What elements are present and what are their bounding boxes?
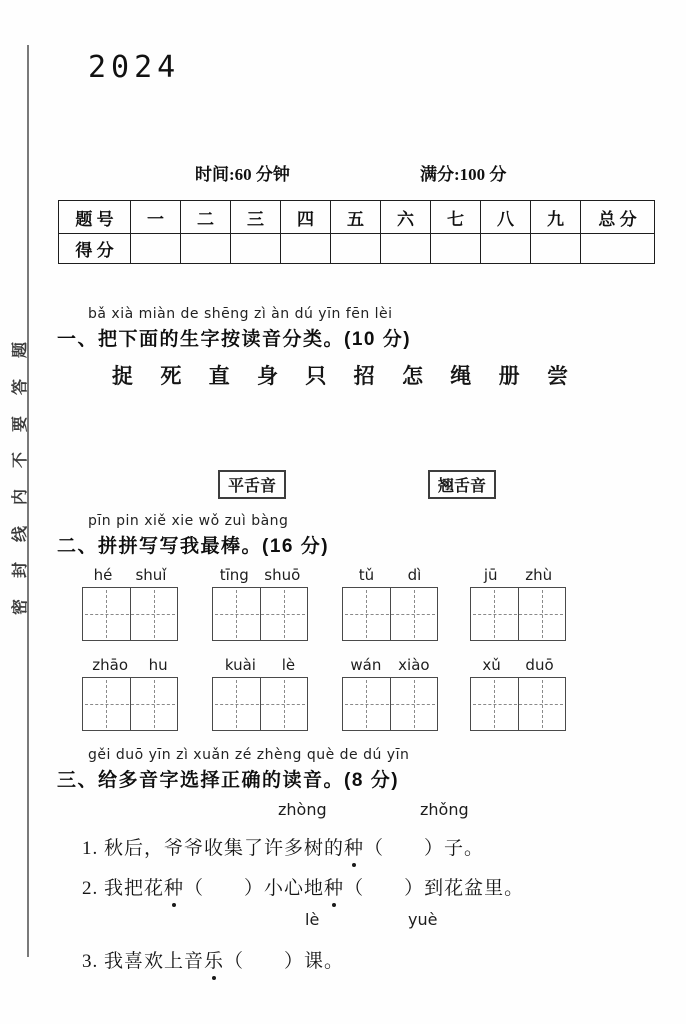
q1-character-row [112,360,568,390]
grid-pinyin-label [470,566,566,584]
grid-cell[interactable] [343,678,391,730]
q3-sentence-1 [82,833,484,860]
sentence-text: （ ）课。 [224,951,345,972]
writing-grid-wan-xiao [342,656,438,731]
writing-grid-box[interactable] [212,677,308,731]
q2-points: (16 分) [262,536,330,557]
q1-char: 怎 [401,364,423,388]
writing-grid-box[interactable] [82,587,178,641]
writing-grid-box[interactable] [470,587,566,641]
grid-cell[interactable] [471,678,519,730]
col-q6: 六 [381,201,431,234]
full-score-label: 满分:100 分 [420,165,507,184]
grid-cell[interactable] [261,678,308,730]
score-cell[interactable] [181,234,231,264]
grid-syllable: wán [350,656,382,674]
score-cell[interactable] [481,234,531,264]
seal-text-char: 密 [11,599,29,616]
q1-title [57,324,411,351]
grid-cell[interactable] [83,588,131,640]
q1-char: 捉 [112,364,133,388]
writing-grid-zhao-hu [82,656,178,731]
col-q9: 九 [531,201,581,234]
grid-syllable: tǔ [358,566,375,584]
grid-cell[interactable] [261,588,308,640]
seal-text-char: 题 [11,342,29,359]
grid-pinyin-label [82,656,178,674]
score-table-score-row [59,234,655,264]
score-cell[interactable] [331,234,381,264]
q1-char: 招 [353,364,375,388]
score-table-header-row [59,201,655,234]
score-cell[interactable] [581,234,655,264]
q1-char: 册 [498,364,520,388]
grid-syllable: xǔ [482,656,501,674]
q2-title [57,531,329,558]
q3-sentence-3 [82,946,344,973]
seal-text-char: 线 [11,526,29,543]
q3-option-le: lè [305,910,320,929]
grid-syllable: zhāo [92,656,129,674]
writing-grid-box[interactable] [342,587,438,641]
score-cell[interactable] [531,234,581,264]
col-q2: 二 [181,201,231,234]
q1-char: 死 [160,364,182,388]
col-q7: 七 [431,201,481,234]
grid-pinyin-label [82,566,178,584]
grid-syllable: zhù [525,566,553,584]
grid-syllable: duō [525,656,554,674]
sentence-text: 2. 我把花 [82,878,165,899]
grid-syllable: tīng [219,566,249,584]
q3-option-zhong4: zhòng [278,800,327,819]
grid-pinyin-label [212,566,308,584]
col-q8: 八 [481,201,531,234]
q1-char: 只 [305,364,327,388]
grid-syllable: jū [483,566,498,584]
grid-syllable: hé [93,566,113,584]
sentence-text: （ ）到花盆里。 [344,878,525,899]
q1-char: 绳 [450,364,472,388]
grid-pinyin-label [470,656,566,674]
grid-syllable: hu [148,656,168,674]
writing-grid-ting-shuo [212,566,308,641]
emphasized-char: 种 [164,878,185,899]
grid-cell[interactable] [391,678,438,730]
col-q3: 三 [231,201,281,234]
flat-tongue-box: 平舌音 [218,470,286,499]
q3-sentence-2 [82,873,524,900]
writing-grid-box[interactable] [82,677,178,731]
sentence-text: （ ）子。 [364,838,485,859]
grid-pinyin-label [212,656,308,674]
grid-syllable: shuǐ [135,566,167,584]
writing-grid-ju-zhu [470,566,566,641]
q3-option-zhong3: zhǒng [420,800,469,819]
grid-cell[interactable] [131,678,178,730]
grid-cell[interactable] [471,588,519,640]
q1-char: 尝 [546,364,568,388]
sentence-text: （ ）小心地 [184,878,325,899]
grid-cell[interactable] [391,588,438,640]
writing-grid-tu-di [342,566,438,641]
seal-text-char: 内 [11,489,29,506]
seal-text-char: 封 [11,562,29,579]
q3-title-text: 三、给多音字选择正确的读音。 [57,770,345,791]
grid-syllable: dì [407,566,422,584]
grid-cell[interactable] [343,588,391,640]
col-total: 总 分 [581,201,655,234]
score-cell[interactable] [381,234,431,264]
seal-text-char: 答 [11,379,29,396]
grid-syllable: lè [281,656,296,674]
grid-syllable: shuō [264,566,301,584]
sentence-text: 1. 秋后，爷爷收集了许多树的 [82,838,345,859]
q3-pinyin: gěi duō yīn zì xuǎn zé zhèng què de dú yīn [88,747,410,763]
writing-grid-xu-duo [470,656,566,731]
sentence-text: 3. 我喜欢上音 [82,951,205,972]
grid-cell[interactable] [213,588,261,640]
col-q1: 一 [131,201,181,234]
emphasized-char: 种 [344,838,365,859]
writing-grid-box[interactable] [342,677,438,731]
score-cell[interactable] [131,234,181,264]
grid-cell[interactable] [83,678,131,730]
q1-char: 身 [256,364,278,388]
q3-points: (8 分) [344,770,400,791]
q1-char: 直 [208,364,230,388]
q1-title-text: 一、把下面的生字按读音分类。 [57,329,345,350]
score-cell[interactable] [281,234,331,264]
q2-pinyin: pīn pin xiě xie wǒ zuì bàng [88,513,289,529]
grid-syllable: kuài [224,656,256,674]
score-cell[interactable] [231,234,281,264]
score-row-label: 得 分 [59,234,131,264]
time-limit-label: 时间:60 分钟 [195,165,290,184]
q1-pinyin: bǎ xià miàn de shēng zì àn dú yīn fēn lèi [88,306,393,322]
grid-cell[interactable] [213,678,261,730]
grid-pinyin-label [342,656,438,674]
q1-points: (10 分) [344,329,412,350]
writing-grid-kuai-le [212,656,308,731]
writing-grid-box[interactable] [212,587,308,641]
seal-text-char: 不 [11,452,29,469]
grid-cell[interactable] [519,678,566,730]
col-q4: 四 [281,201,331,234]
grid-pinyin-label [342,566,438,584]
score-cell[interactable] [431,234,481,264]
curled-tongue-box: 翘舌音 [428,470,496,499]
col-q5: 五 [331,201,381,234]
year-label: 2024 [88,50,181,85]
q3-title [57,765,399,792]
grid-cell[interactable] [131,588,178,640]
score-table [58,200,655,264]
grid-cell[interactable] [519,588,566,640]
seal-text-char: 要 [11,416,29,433]
writing-grid-he-shui [82,566,178,641]
emphasized-char: 种 [324,878,345,899]
col-question-number: 题 号 [59,201,131,234]
q2-title-text: 二、拼拼写写我最棒。 [57,536,263,557]
emphasized-char: 乐 [204,951,225,972]
q3-option-yue: yuè [408,910,438,929]
writing-grid-box[interactable] [470,677,566,731]
grid-syllable: xiào [398,656,430,674]
